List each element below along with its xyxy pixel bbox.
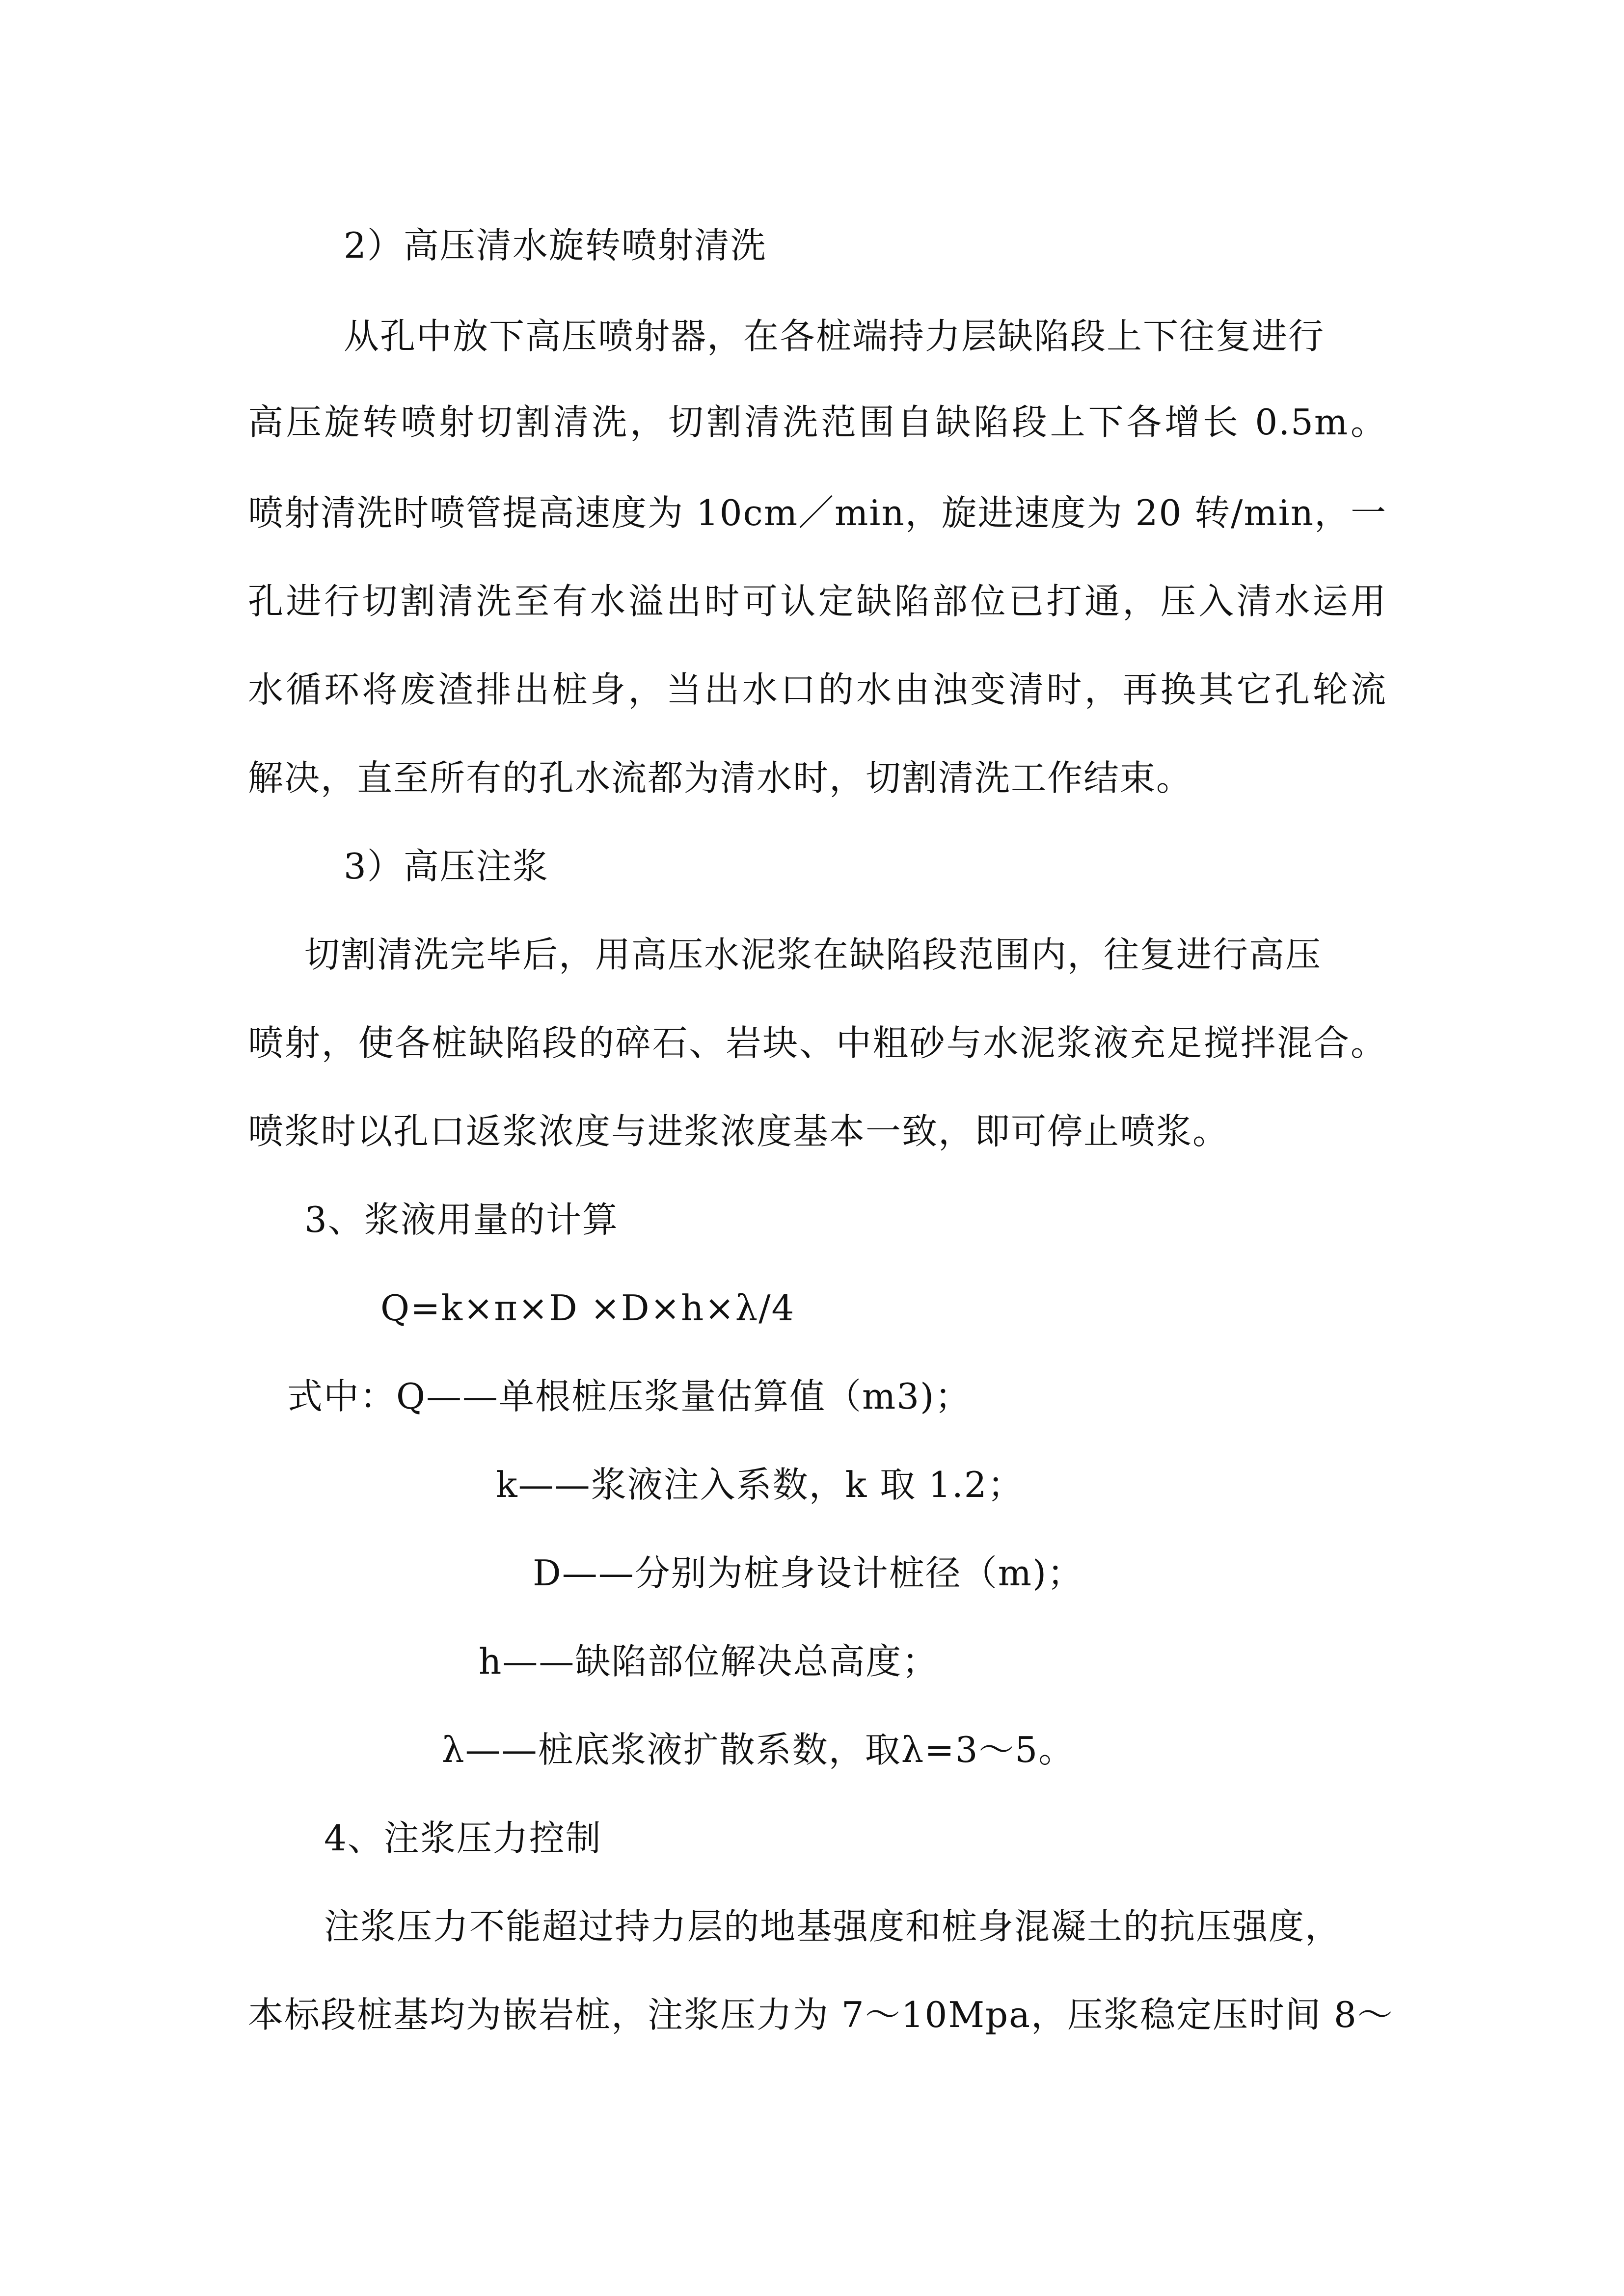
formula-legend-d: D——分别为桩身设计桩径（m)； [533, 1552, 1084, 1594]
paragraph-line: 切割清洗完毕后，用高压水泥浆在缺陷段范围内，往复进行高压 [304, 934, 1322, 975]
paragraph-line: 孔进行切割清洗至有水溢出时可认定缺陷部位已打通，压入清水运用 [248, 581, 1387, 622]
formula-legend-k: k——浆液注入系数，k 取 1.2； [496, 1464, 1024, 1505]
formula-legend-q: 式中：Q——单根桩压浆量估算值（m3)； [287, 1376, 972, 1417]
heading-grout-volume-calculation: 3、浆液用量的计算 [304, 1199, 619, 1240]
paragraph-line: 喷浆时以孔口返浆浓度与进浆浓度基本一致，即可停止喷浆。 [248, 1111, 1229, 1152]
heading-grouting-pressure-control: 4、注浆压力控制 [324, 1817, 602, 1859]
formula-legend-lambda: λ——桩底浆液扩散系数，取λ=3～5。 [442, 1729, 1075, 1770]
formula-legend-h: h——缺陷部位解决总高度； [479, 1641, 939, 1682]
paragraph-line: 高压旋转喷射切割清洗，切割清洗范围自缺陷段上下各增长 0.5m。 [248, 401, 1387, 443]
paragraph-line: 水循环将废渣排出桩身，当出水口的水由浊变清时，再换其它孔轮流 [248, 669, 1387, 710]
paragraph-line: 注浆压力不能超过持力层的地基强度和桩身混凝土的抗压强度， [324, 1906, 1342, 1947]
paragraph-line: 本标段桩基均为嵌岩桩，注浆压力为 7～10Mpa，压浆稳定压时间 8～ [248, 1994, 1394, 2035]
paragraph-line: 从孔中放下高压喷射器，在各桩端持力层缺陷段上下往复进行 [344, 316, 1325, 357]
formula: Q=k×π×D ×D×h×λ/4 [380, 1287, 795, 1329]
paragraph-line: 喷射清洗时喷管提高速度为 10cm／min，旋进速度为 20 转/min，一 [248, 492, 1387, 534]
heading-high-pressure-grouting: 3）高压注浆 [344, 846, 549, 887]
paragraph-line: 喷射，使各桩缺陷段的碎石、岩块、中粗砂与水泥浆液充足搅拌混合。 [248, 1022, 1387, 1064]
paragraph-line: 解决，直至所有的孔水流都为清水时，切割清洗工作结束。 [248, 757, 1193, 799]
heading-high-pressure-water-cleaning: 2）高压清水旋转喷射清洗 [344, 225, 767, 266]
